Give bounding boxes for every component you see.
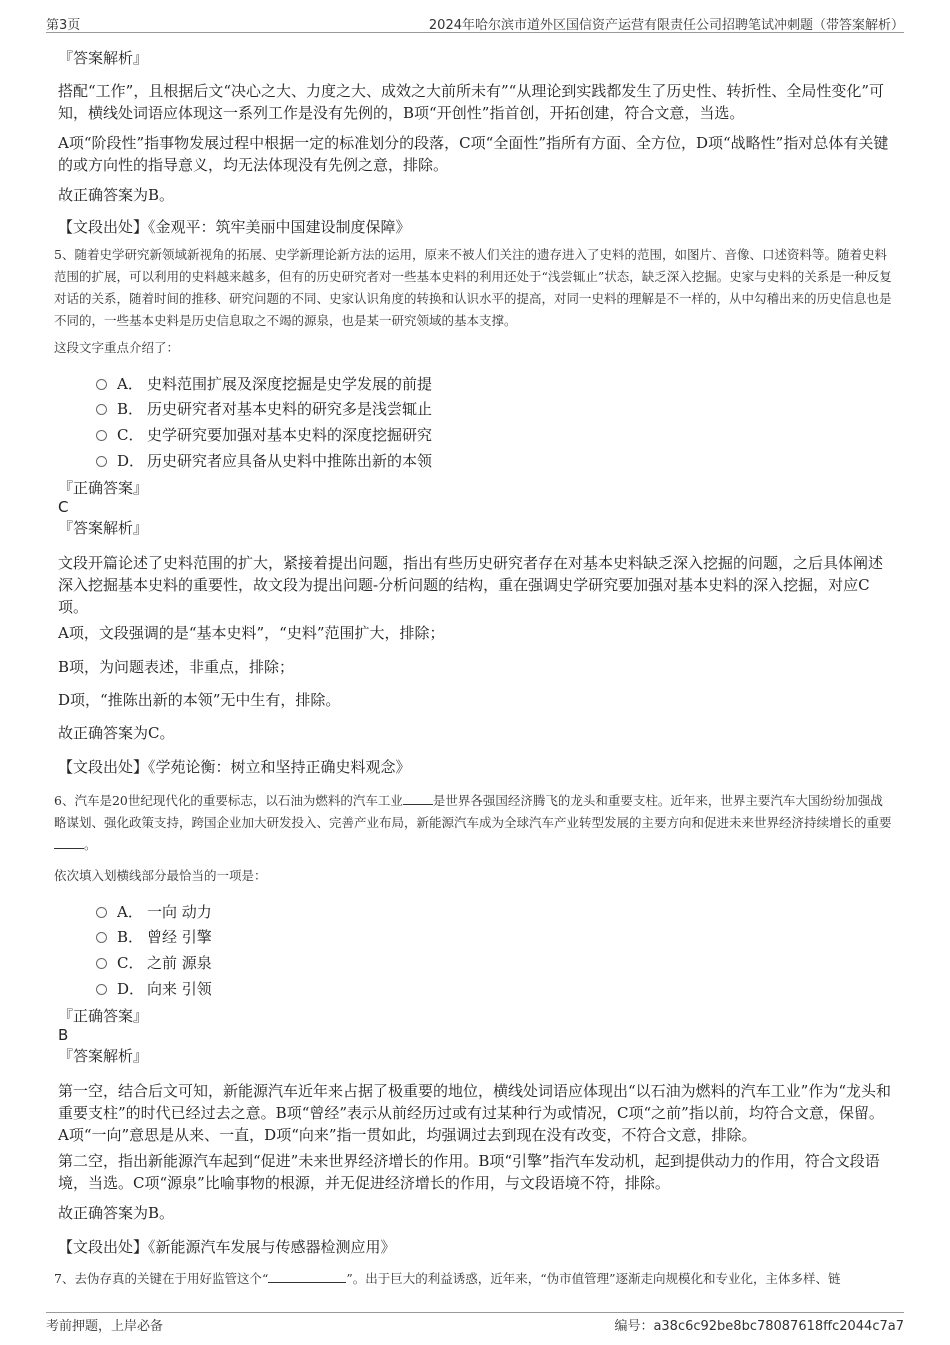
source-citation: 【文段出处】《新能源汽车发展与传感器检测应用》 <box>58 1238 396 1256</box>
analysis-paragraph: A项，文段强调的是“基本史料”，“史料”范围扩大，排除； <box>58 624 445 642</box>
option-c[interactable]: C． 史学研究要加强对基本史料的深度挖掘研究 <box>96 423 432 447</box>
radio-button[interactable] <box>96 430 107 441</box>
option-d[interactable]: D． 历史研究者应具备从史料中推陈出新的本领 <box>96 449 432 473</box>
question-5-text: 5、随着史学研究新领域新视角的拓展、史学新理论新方法的运用，原来不被人们关注的遗存进入了史料的范围，如图片、音像、口述资料等。随着史料范围的扩展，可以利用的史料越来越多，但有的历史研究者对一些基本史料的利用还处于“浅尝辄止”状态，缺乏深入挖掘。史家与史料的关系是一种反复对话的关系，随着时间的推移、研究问题的不同、史家认识角度的转换和认识水平的提高，对同一史料的理解是不一样的，从中勾稽出来的历史信息也是不同的，一些基本史料是历史信息取之不竭的源泉，也是某一研究领域的基本支撑。 <box>54 247 892 328</box>
option-a[interactable]: A． 史料范围扩展及深度挖掘是史学发展的前提 <box>96 372 432 396</box>
analysis-label: 『答案解析』 <box>58 519 149 537</box>
analysis-paragraph: 第一空，结合后文可知，新能源汽车近年来占据了极重要的地位，横线处词语应体现出“以石油为燃料的汽车工业”作为“龙头和重要支柱”的时代已经过去之意。B项“曾经”表示从前经历过或有过某种行为或情况，C项“之前”指以前，均符合文意，保留。A项“一向”意思是从来、一直，D项“向来”指一贯如此，均强调过去到现在没有改变，不符合文意，排除。 <box>58 1082 892 1144</box>
fill-blank <box>268 1282 346 1283</box>
option-d[interactable]: D． 向来 引领 <box>96 977 212 1001</box>
question-6-text: 6、汽车是20世纪现代化的重要标志，以石油为燃料的汽车工业 是世界各强国经济腾飞的龙头和重要支柱。近年来，世界主要汽车大国纷纷加强战略谋划、强化政策支持，跨国企业加大研发投入、完善产业布局，新能源汽车成为全球汽车产业转型发展的主要方向和促进未来世界经济持续增长的重要。 <box>54 793 892 852</box>
radio-button[interactable] <box>96 932 107 943</box>
fill-blank <box>403 804 433 805</box>
option-c[interactable]: C． 之前 源泉 <box>96 951 212 975</box>
option-b[interactable]: B． 曾经 引擎 <box>96 925 212 949</box>
fill-blank <box>54 848 84 849</box>
correct-answer-label: 『正确答案』 <box>58 1007 149 1025</box>
correct-answer-label: 『正确答案』 <box>58 479 149 497</box>
analysis-conclusion: 故正确答案为B。 <box>58 1204 175 1222</box>
analysis-paragraph: D项，“推陈出新的本领”无中生有，排除。 <box>58 691 341 709</box>
analysis-paragraph: 文段开篇论述了史料范围的扩大，紧接着提出问题，指出有些历史研究者存在对基本史料缺乏深入挖掘的问题，之后具体阐述深入挖掘基本史料的重要性，故文段为提出问题-分析问题的结构，重在强调史学研究要加强对基本史料的深入挖掘，对应C项。 <box>58 554 884 616</box>
radio-button[interactable] <box>96 456 107 467</box>
option-a[interactable]: A． 一向 动力 <box>96 900 212 924</box>
question-6-stem: 依次填入划横线部分最恰当的一项是： <box>54 868 267 883</box>
source-citation: 【文段出处】《金观平：筑牢美丽中国建设制度保障》 <box>58 218 411 236</box>
footer-slogan: 考前押题，上岸必备 <box>46 1319 164 1334</box>
analysis-conclusion: 故正确答案为B。 <box>58 186 175 204</box>
analysis-label: 『答案解析』 <box>58 49 149 67</box>
question-7-text: 7、去伪存真的关键在于用好监管这个“ ”。出于巨大的利益诱惑，近年来，“伪市值管理”逐渐走向规模化和专业化，主体多样、链 <box>54 1271 841 1286</box>
page-number: 第3页 <box>46 18 81 33</box>
correct-answer: C <box>58 498 69 516</box>
correct-answer: B <box>58 1026 69 1044</box>
analysis-label: 『答案解析』 <box>58 1047 149 1065</box>
analysis-paragraph: 第二空，指出新能源汽车起到“促进”未来世界经济增长的作用。B项“引擎”指汽车发动机，起到提供动力的作用，符合文段语境，当选。C项“源泉”比喻事物的根源，并无促进经济增长的作用，与文段语境不符，排除。 <box>58 1152 880 1192</box>
analysis-paragraph: 搭配“工作”，且根据后文“决心之大、力度之大、成效之大前所未有”“从理论到实践都发生了历史性、转折性、全局性变化”可知，横线处词语应体现这一系列工作是没有先例的，B项“开创性”指首创，开拓创建，符合文意，当选。 <box>58 82 885 122</box>
radio-button[interactable] <box>96 984 107 995</box>
page-footer <box>46 1312 904 1334</box>
analysis-conclusion: 故正确答案为C。 <box>58 724 175 742</box>
page-header <box>46 10 904 33</box>
document-code: 编号：a38c6c92be8bc78087618ffc2044c7a7 <box>614 1319 904 1334</box>
analysis-paragraph: A项“阶段性”指事物发展过程中根据一定的标准划分的段落，C项“全面性”指所有方面、全方位，D项“战略性”指对总体有关键的或方向性的指导意义，均无法体现没有先例之意，排除。 <box>58 134 889 174</box>
radio-button[interactable] <box>96 958 107 969</box>
source-citation: 【文段出处】《学苑论衡：树立和坚持正确史料观念》 <box>58 758 411 776</box>
radio-button[interactable] <box>96 379 107 390</box>
radio-button[interactable] <box>96 404 107 415</box>
radio-button[interactable] <box>96 907 107 918</box>
analysis-paragraph: B项，为问题表述，非重点，排除； <box>58 658 295 676</box>
question-5-stem: 这段文字重点介绍了： <box>54 340 180 355</box>
document-title: 2024年哈尔滨市道外区国信资产运营有限责任公司招聘笔试冲刺题（带答案解析） <box>428 18 904 33</box>
option-b[interactable]: B． 历史研究者对基本史料的研究多是浅尝辄止 <box>96 397 432 421</box>
